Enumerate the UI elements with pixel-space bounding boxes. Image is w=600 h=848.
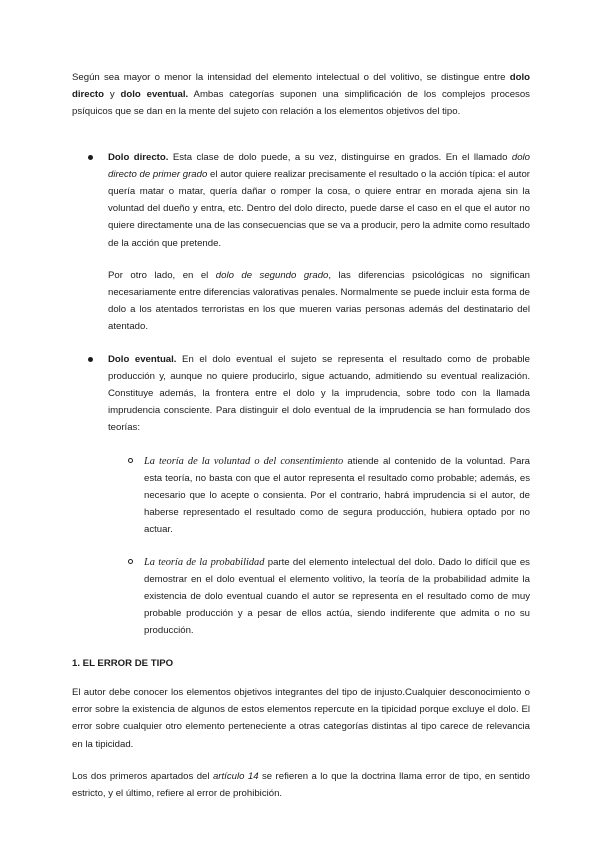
paragraph-text: , las diferencias psicológicas no significan necesariamente entre diferencias valorativas penales. Normalmente se puede incluir esta forma de dolo a los atentados terroristas en los que mueren varias personas además del destinatario del atentado.	[108, 269, 531, 333]
intro-text: Ambas categorías suponen una simplificación de los complejos procesos psíquicos que se dan en la mente del sujeto con relación a los elementos objetivos del tipo.	[72, 89, 530, 118]
intro-text: y	[104, 89, 121, 101]
circle-bullet-icon	[128, 458, 133, 463]
dolo-segundo-grado-paragraph	[72, 267, 530, 336]
section-heading: 1. EL ERROR DE TIPO	[72, 657, 174, 669]
bullet-dolo-directo	[72, 149, 530, 252]
teoria-text: parte del elemento intelectual del dolo. Dado lo difícil que es demostrar en el dolo eventual el elemento volitivo, la teoría de la probabilidad admite la existencia de dolo eventual cuando el autor se representa en el resultado como de muy probable producción y a pesar de ellos actúa, siendo indiferente que admita o no su producción.	[144, 556, 530, 637]
bullet-heading: Dolo directo.	[108, 151, 169, 163]
intro-text: Según sea mayor o menor la intensidad del elemento intelectual o del volitivo, se distingue entre	[72, 72, 510, 83]
bullet-heading: Dolo eventual.	[108, 353, 177, 365]
bullet-dot-icon	[88, 155, 93, 160]
bullet-text: En el dolo eventual el sujeto se representa el resultado como de probable producción y, aunque no quiere producirlo, sigue actuando, admitiendo su eventual realización. Constituye además, la frontera entre el dolo y la imprudencia, sobre todo con la llamada imprudencia consciente. Para distinguir el dolo eventual de la imprudencia se han formulado dos teorías:	[108, 353, 530, 434]
bullet-dolo-eventual	[72, 351, 530, 437]
term-articulo-14: artículo 14	[212, 770, 259, 782]
paragraph-text: Los dos primeros apartados del	[72, 770, 213, 782]
term-dolo-segundo-grado: dolo de segundo grado	[215, 269, 329, 281]
articulo-14-paragraph	[72, 768, 530, 802]
bullet-text: el autor quiere realizar precisamente el resultado o la acción típica: el autor quería matar o matar, quería dañar o romper la cosa, o quiere entrar en morada ajena sin la voluntad del dueño y entra, etc. Dentro del dolo directo, puede darse el caso en el que el autor no quiere directamente una de las consecuencias que se va a producir, pero la admite como resultado de la acción que pretende.	[108, 168, 530, 249]
error-tipo-paragraph: El autor debe conocer los elementos objetivos integrantes del tipo de injusto.Cualquier desconocimiento o error sobre la existencia de algunos de estos elementos repercute en la tipicidad porque excluye el dolo. El error sobre cualquier otro elemento perteneciente a otras categorías distintas al tipo carece de relevancia en la tipicidad.	[72, 686, 530, 750]
term-dolo-eventual: dolo eventual.	[120, 89, 189, 101]
teoria-voluntad-item	[72, 453, 530, 539]
teoria-probabilidad-item	[72, 554, 530, 640]
teoria-title: La teoría de la voluntad o del consentimiento	[144, 455, 344, 467]
intro-paragraph	[72, 69, 530, 121]
term-dolo-directo: dolo directo	[72, 72, 530, 101]
bullet-dot-icon	[88, 357, 93, 362]
term-dolo-primer-grado: dolo directo de primer grado	[108, 151, 530, 180]
paragraph-text: Por otro lado, en el	[108, 269, 216, 281]
teoria-text: atiende al contenido de la voluntad. Para esta teoría, no basta con que el autor representa el resultado como probable; además, es necesario que lo acepte o consienta. Por el contrario, habrá imprudencia si el autor, de haberse representado el resultado como de segura producción, hubiera optado por no actuar.	[144, 455, 530, 536]
teoria-title: La teoría de la probabilidad	[144, 556, 265, 568]
circle-bullet-icon	[128, 559, 133, 564]
paragraph-text: se refieren a lo que la doctrina llama error de tipo, en sentido estricto, y el último, refiere al error de prohibición.	[72, 770, 530, 799]
bullet-text: Esta clase de dolo puede, a su vez, distinguirse en grados. En el llamado	[168, 151, 512, 163]
